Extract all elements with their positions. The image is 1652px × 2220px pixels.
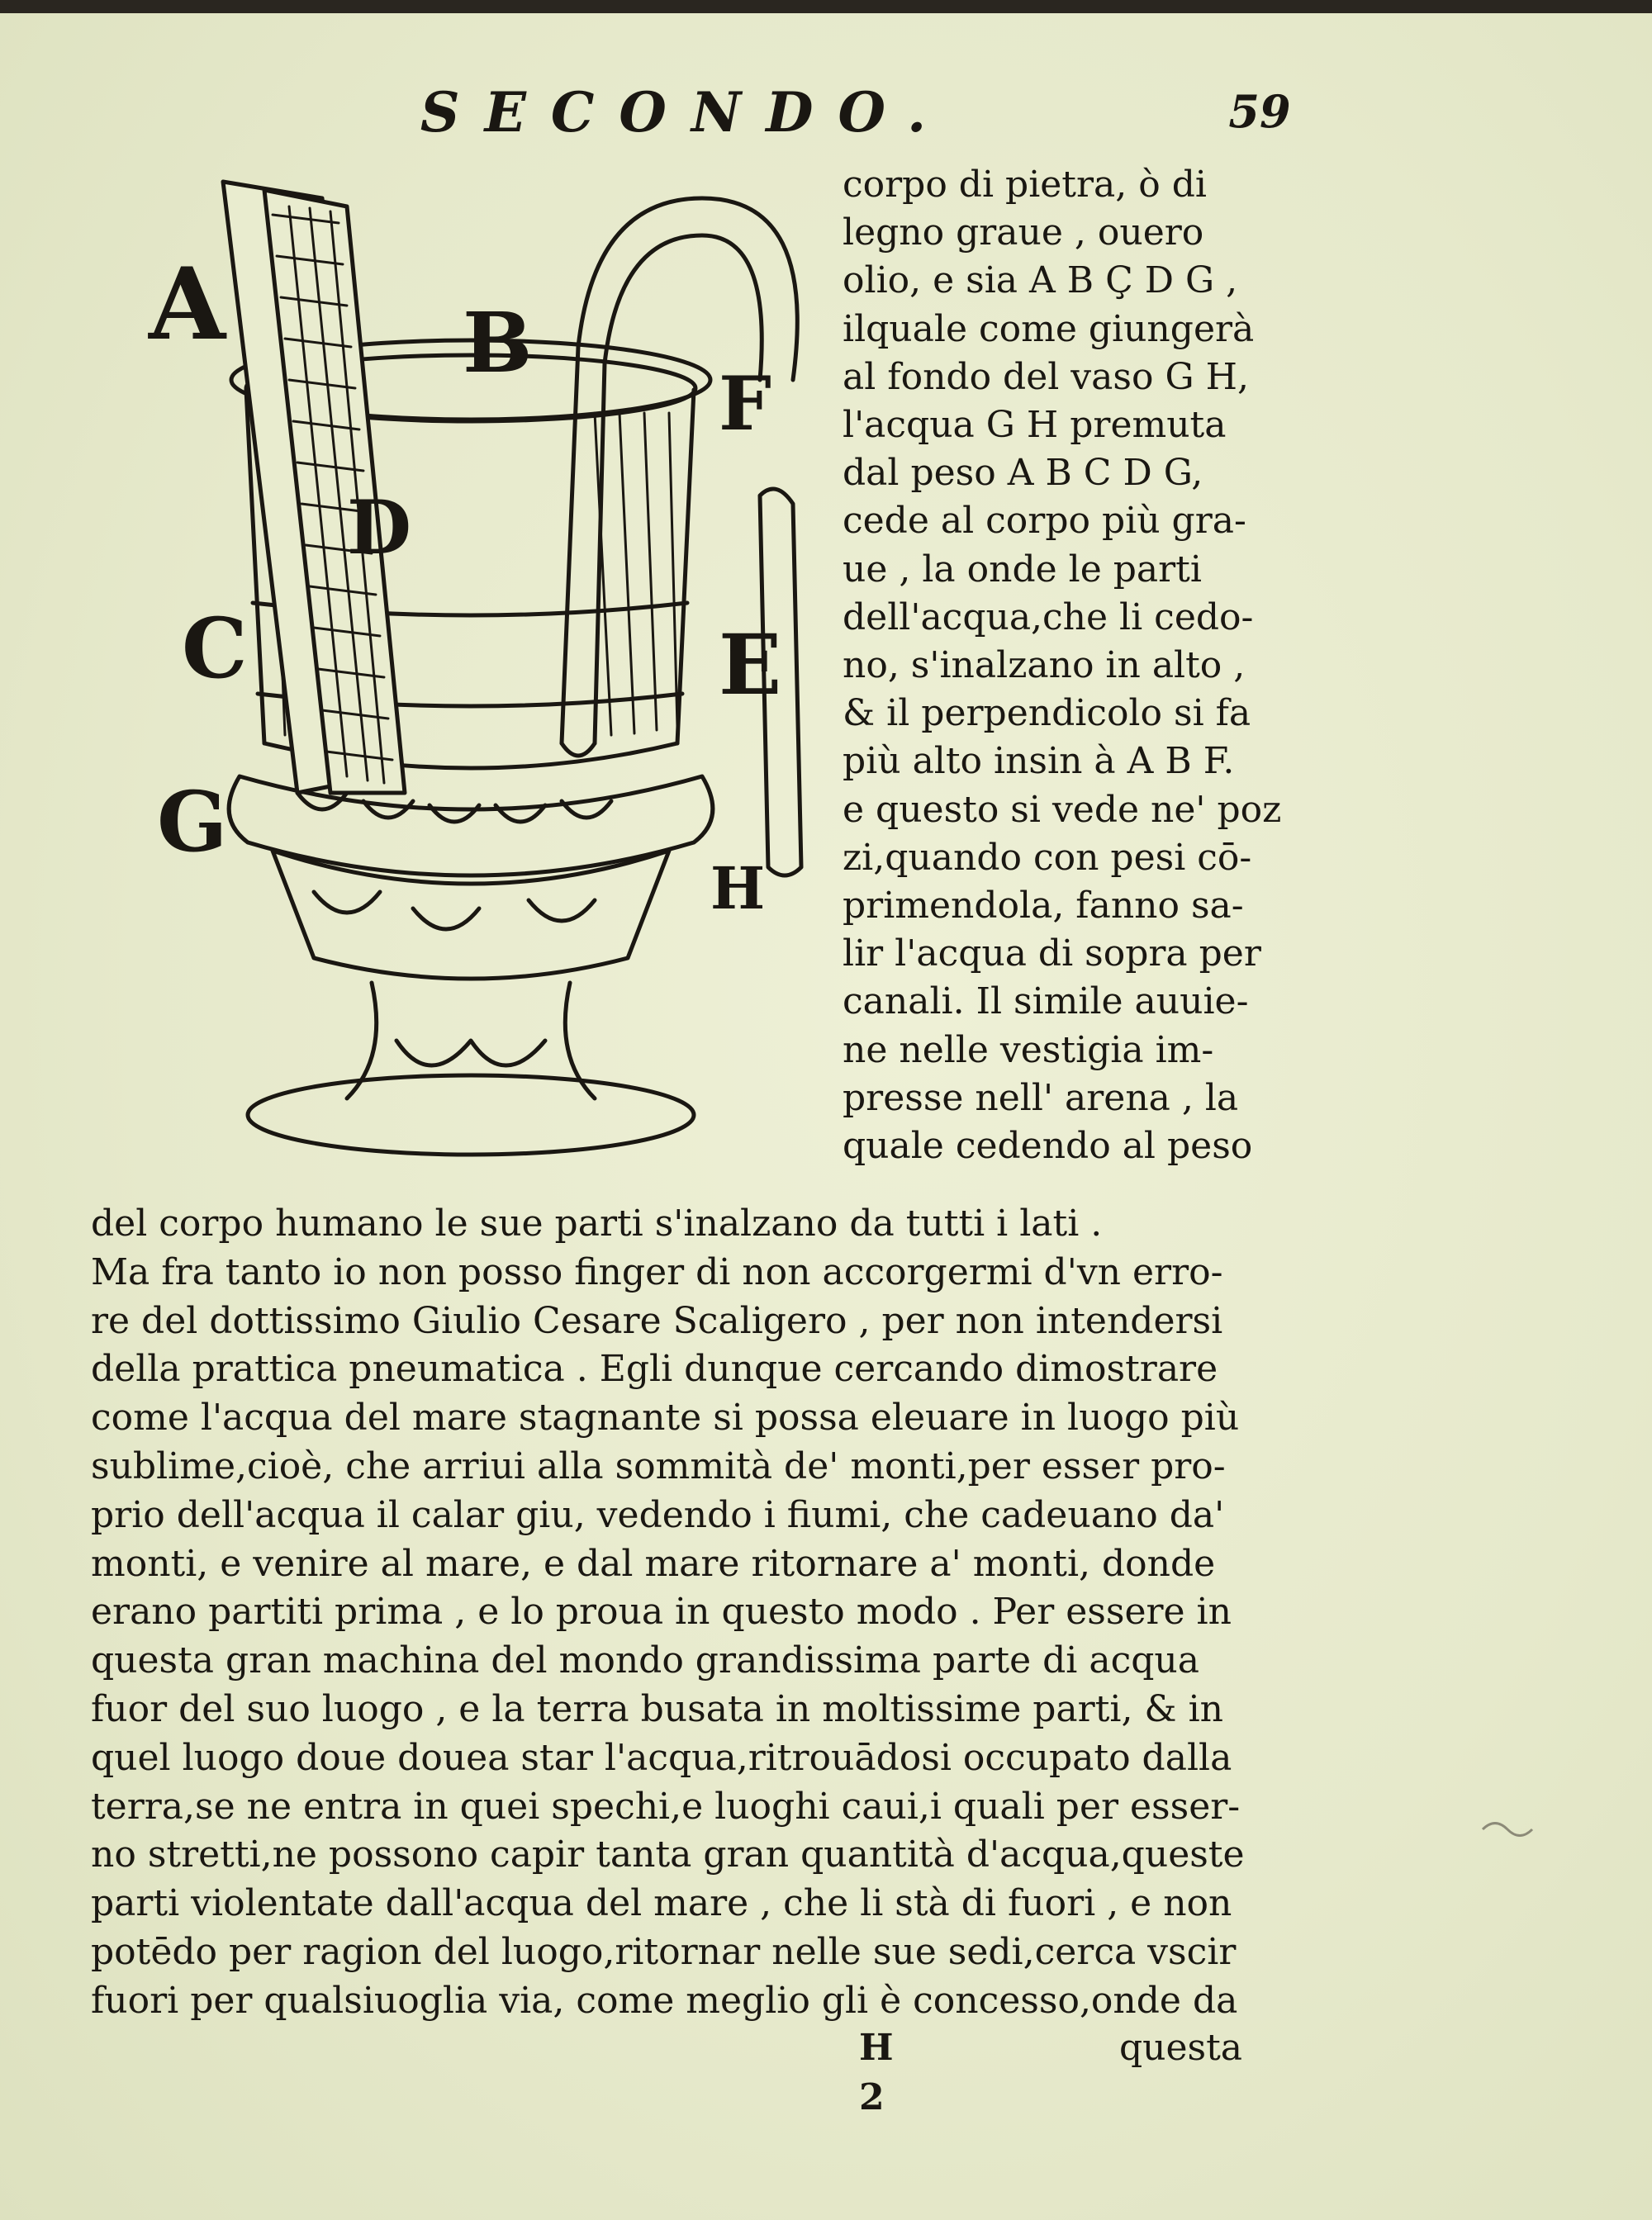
running-head: SECONDO. (420, 80, 952, 145)
text-line: fuori per qualsiuoglia via, come meglio gli è concesso,onde da (91, 1979, 1238, 2022)
text-line: questa gran machina del mondo grandissima parte di acqua (91, 1639, 1199, 1682)
page-top-edge (0, 0, 1652, 13)
text-line: no stretti,ne possono capir tanta gran quantità d'acqua,queste (91, 1833, 1245, 1876)
text-line: l'acqua G H premuta (843, 404, 1227, 447)
label-c: C (182, 600, 248, 697)
signature-mark: H 2 (859, 2027, 894, 2118)
text-line: del corpo humano le sue parti s'inalzano da tutti i lati . (91, 1202, 1103, 1245)
text-line: legno graue , ouero (843, 211, 1204, 254)
text-line: dal peso A B C D G, (843, 452, 1203, 495)
text-line: cede al corpo più gra- (843, 500, 1246, 543)
label-d: D (347, 484, 412, 572)
label-h: H (710, 854, 766, 923)
text-line: olio, e sia A B Ç D G , (843, 259, 1238, 302)
text-line: ilquale come giungerà (843, 307, 1255, 350)
text-line: quale cedendo al peso (843, 1125, 1253, 1168)
catchword: questa (1119, 2027, 1243, 2069)
text-line: monti, e venire al mare, e dal mare ritornare a' monti, donde (91, 1542, 1216, 1585)
text-line: & il perpendicolo si fa (843, 692, 1251, 735)
text-line: presse nell' arena , la (843, 1076, 1239, 1119)
text-line: ne nelle vestigia im- (843, 1028, 1214, 1071)
text-line: primendola, fanno sa- (843, 885, 1244, 927)
column-text (843, 161, 1305, 1170)
text-line: re del dottissimo Giulio Cesare Scaligero , per non intendersi (91, 1299, 1223, 1342)
text-line: come l'acqua del mare stagnante si possa eleuare in luogo più (91, 1397, 1240, 1440)
vase-foot (248, 1075, 694, 1155)
text-line: parti violentate dall'acqua del mare , che li stà di fuori , e non (91, 1882, 1232, 1925)
full-width-text (91, 1200, 1305, 2026)
label-b: B (463, 294, 533, 391)
label-f: F (719, 360, 771, 448)
text-line: erano partiti prima , e lo proua in questo modo . Per essere in (91, 1591, 1232, 1634)
text-line: sublime,cioè, che arriui alla sommità de' monti,per esser pro- (91, 1444, 1226, 1487)
text-line: al fondo del vaso G H, (843, 355, 1249, 398)
text-line: ue , la onde le parti (843, 548, 1202, 591)
page-number: 59 (1228, 85, 1291, 138)
text-line: quel luogo doue douea star l'acqua,ritrouādosi occupato dalla (91, 1736, 1232, 1779)
label-g: G (157, 773, 228, 870)
text-line: no, s'inalzano in alto , (843, 644, 1246, 687)
text-line: della prattica pneumatica . Egli dunque cercando dimostrare (91, 1348, 1218, 1391)
text-line: potēdo per ragion del luogo,ritornar nelle sue sedi,cerca vscir (91, 1930, 1237, 1973)
text-line: dell'acqua,che li cedo- (843, 595, 1254, 638)
label-e: E (719, 616, 782, 714)
vase-woodcut-figure (99, 165, 826, 1189)
text-line: Ma fra tanto io non posso finger di non accorgermi d'vn erro- (91, 1250, 1223, 1293)
text-line: fuor del suo luogo , e la terra busata in moltissime parti, & in (91, 1687, 1223, 1730)
text-line: canali. Il simile auuie- (843, 980, 1249, 1023)
text-line: e questo si vede ne' poz (843, 788, 1282, 831)
text-line: terra,se ne entra in quei spechi,e luoghi caui,i quali per esser- (91, 1785, 1241, 1828)
text-line: lir l'acqua di sopra per (843, 932, 1261, 975)
text-line: zi,quando con pesi cō- (843, 836, 1252, 879)
text-line: prio dell'acqua il calar giu, vedendo i fiumi, che cadeuano da' (91, 1493, 1225, 1536)
label-a: A (149, 246, 226, 363)
text-line: corpo di pietra, ò di (843, 164, 1207, 206)
paper-stain (1479, 1813, 1545, 1846)
text-line: più alto insin à A B F. (843, 740, 1235, 783)
